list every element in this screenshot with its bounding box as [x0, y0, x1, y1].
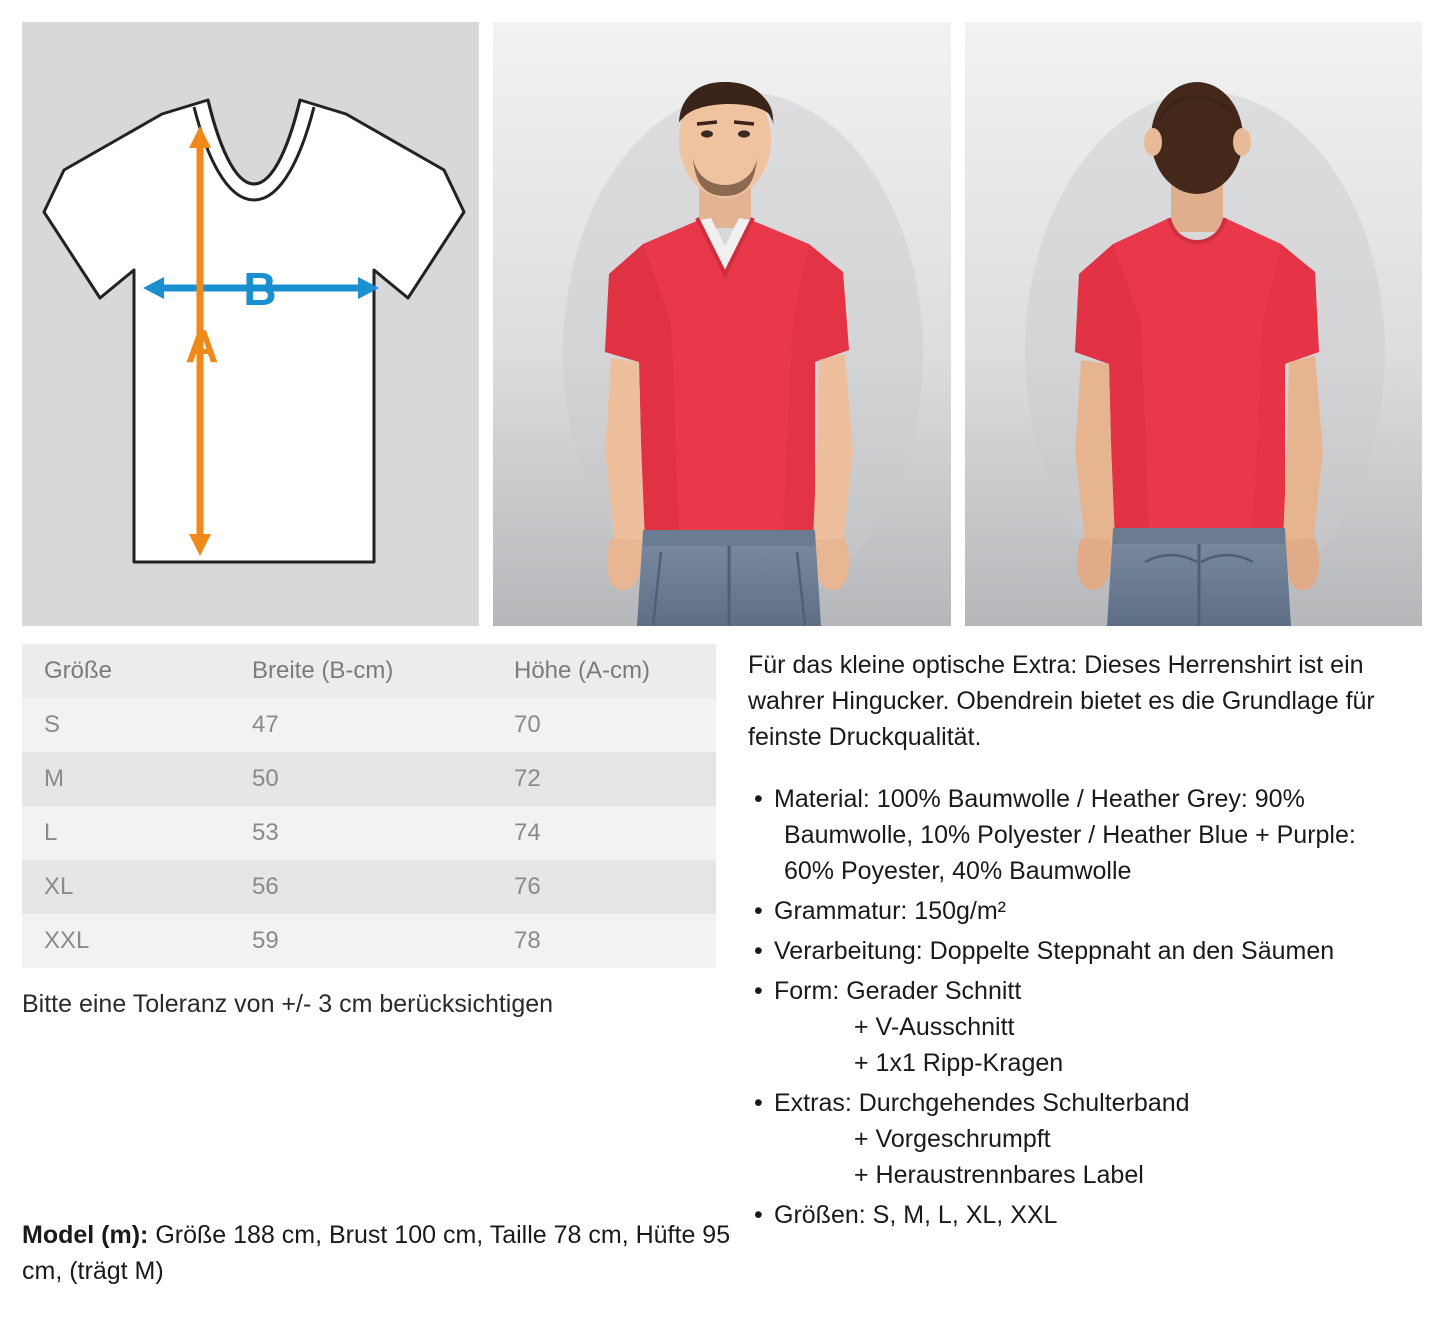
description-column [748, 644, 1420, 1237]
model-info-text: Größe 188 cm, Brust 100 cm, Taille 78 cm, Hüfte 95 cm, (trägt M) [22, 1221, 731, 1285]
spec-main: Extras: Durchgehendes Schulterband [774, 1089, 1190, 1118]
shirt-outline-icon [22, 22, 479, 626]
table-row [22, 806, 716, 860]
model-front-photo [493, 22, 950, 626]
intro-text: Für das kleine optische Extra: Dieses Herrenshirt ist ein wahrer Hingucker. Obendrein bietet es die Grundlage für feinste Druckqualität. [748, 651, 1375, 751]
cell-size: L [22, 806, 230, 860]
spec-list [748, 781, 1420, 1233]
cell-size: XXL [22, 914, 230, 968]
product-image-row [0, 0, 1444, 626]
cell-size: M [22, 752, 230, 806]
model-back-photo [965, 22, 1422, 626]
cell-height: 74 [492, 806, 716, 860]
spec-cont: 60% Poyester, 40% Baumwolle [784, 857, 1132, 886]
cell-width: 50 [230, 752, 492, 806]
list-item [748, 893, 1420, 929]
cell-size: XL [22, 860, 230, 914]
header-size: Größe [22, 644, 230, 698]
header-width: Breite (B-cm) [230, 644, 492, 698]
shirt-measurement-diagram [22, 22, 479, 626]
spec-main: Material: 100% Baumwolle / Heather Grey: 90% [774, 785, 1305, 814]
spec-main: Größen: S, M, L, XL, XXL [774, 1201, 1058, 1230]
width-label: B [243, 263, 277, 315]
tolerance-note: Bitte eine Toleranz von +/- 3 cm berücksichtigen [22, 990, 554, 1018]
spec-main: Verarbeitung: Doppelte Steppnaht an den Säumen [774, 937, 1335, 966]
model-front-illustration [493, 22, 950, 626]
cell-width: 47 [230, 698, 492, 752]
table-row [22, 752, 716, 806]
list-item [748, 933, 1420, 969]
table-row [22, 914, 716, 968]
height-label: A [185, 320, 219, 372]
list-item [748, 781, 1420, 889]
cell-width: 53 [230, 806, 492, 860]
spec-main: Grammatur: 150g/m² [774, 897, 1007, 926]
table-row [22, 698, 716, 752]
cell-height: 72 [492, 752, 716, 806]
spec-sub: + Heraustrennbares Label [854, 1161, 1144, 1190]
header-height: Höhe (A-cm) [492, 644, 716, 698]
cell-height: 70 [492, 698, 716, 752]
spec-cont: Baumwolle, 10% Polyester / Heather Blue + Purple: [784, 821, 1356, 850]
details-section [0, 626, 1444, 1237]
model-info-label: Model (m): [22, 1221, 149, 1249]
cell-width: 56 [230, 860, 492, 914]
spec-sub: + Vorgeschrumpft [854, 1125, 1051, 1154]
list-item [748, 973, 1420, 1081]
list-item [748, 1085, 1420, 1193]
table-row [22, 860, 716, 914]
spec-sub: + 1x1 Ripp-Kragen [854, 1049, 1064, 1078]
size-table [22, 644, 716, 968]
cell-height: 76 [492, 860, 716, 914]
list-item [748, 1197, 1420, 1233]
table-header-row [22, 644, 716, 698]
size-table-column [22, 644, 722, 1237]
cell-height: 78 [492, 914, 716, 968]
model-info [22, 1218, 732, 1289]
spec-main: Form: Gerader Schnitt [774, 977, 1022, 1006]
model-back-illustration [965, 22, 1422, 626]
cell-width: 59 [230, 914, 492, 968]
spec-sub: + V-Ausschnitt [854, 1013, 1015, 1042]
cell-size: S [22, 698, 230, 752]
